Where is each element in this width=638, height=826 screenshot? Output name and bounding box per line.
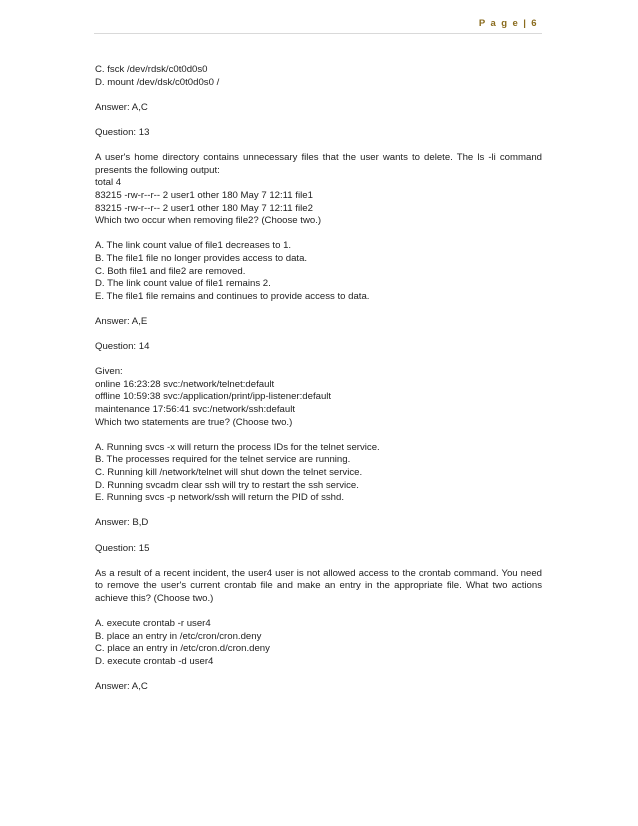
text-line: D. mount /dev/dsk/c0t0d0s0 / bbox=[95, 76, 220, 88]
header-divider bbox=[94, 33, 542, 34]
text-line: Answer: A,C bbox=[95, 681, 148, 693]
text-line: A. Running svcs -x will return the process IDs for the telnet service. bbox=[95, 441, 380, 453]
text-line: Given: bbox=[95, 366, 123, 378]
paragraph: As a result of a recent incident, the user4 user is not allowed access to the crontab command. You need to remove the user's current crontab file and make an entry in the appropriate file. What two actions achieve this? (Choose two.) bbox=[95, 567, 542, 604]
text-line: Which two statements are true? (Choose two.) bbox=[95, 416, 293, 428]
text-line: Which two occur when removing file2? (Choose two.) bbox=[95, 215, 322, 227]
text-line: D. The link count value of file1 remains 2. bbox=[95, 278, 271, 290]
text-line: C. place an entry in /etc/cron.d/cron.deny bbox=[95, 643, 270, 655]
blank-line bbox=[95, 669, 542, 682]
blank-line bbox=[95, 606, 542, 619]
blank-line bbox=[95, 114, 542, 127]
text-line: Question: 14 bbox=[95, 341, 150, 353]
text-line: Question: 15 bbox=[95, 542, 150, 554]
text-line: B. place an entry in /etc/cron/cron.deny bbox=[95, 630, 262, 642]
text-line: D. Running svcadm clear ssh will try to restart the ssh service. bbox=[95, 479, 359, 491]
text-line: online 16:23:28 svc:/network/telnet:default bbox=[95, 378, 275, 390]
text-line: 83215 -rw-r--r-- 2 user1 other 180 May 7 12:11 file1 bbox=[95, 189, 313, 201]
document-body bbox=[95, 64, 542, 694]
text-line: 83215 -rw-r--r-- 2 user1 other 180 May 7 12:11 file2 bbox=[95, 202, 313, 214]
page-header bbox=[94, 14, 542, 34]
text-line: C. Both file1 and file2 are removed. bbox=[95, 265, 246, 277]
blank-line bbox=[95, 505, 542, 518]
paragraph: A user's home directory contains unnecessary files that the user wants to delete. The ls -li command presents the following output: bbox=[95, 152, 542, 176]
text-line: B. The processes required for the telnet service are running. bbox=[95, 454, 351, 466]
text-line: Answer: A,C bbox=[95, 101, 148, 113]
text-line: Question: 13 bbox=[95, 126, 150, 138]
text-line: A. execute crontab -r user4 bbox=[95, 618, 211, 630]
blank-line bbox=[95, 140, 542, 153]
blank-line bbox=[95, 555, 542, 568]
blank-line bbox=[95, 328, 542, 341]
text-line: C. Running kill /network/telnet will shut down the telnet service. bbox=[95, 467, 363, 478]
blank-line bbox=[95, 429, 542, 442]
blank-line bbox=[95, 530, 542, 543]
text-line: total 4 bbox=[95, 177, 122, 189]
text-line: C. fsck /dev/rdsk/c0t0d0s0 bbox=[95, 64, 208, 75]
text-line: E. Running svcs -p network/ssh will return the PID of sshd. bbox=[95, 492, 345, 504]
text-line: Answer: B,D bbox=[95, 517, 149, 529]
blank-line bbox=[95, 303, 542, 316]
blank-line bbox=[95, 228, 542, 241]
blank-line bbox=[95, 89, 542, 102]
text-line: B. The file1 file no longer provides access to data. bbox=[95, 252, 308, 264]
blank-line bbox=[95, 354, 542, 367]
text-line: offline 10:59:38 svc:/application/print/ipp-listener:default bbox=[95, 391, 332, 403]
text-line: D. execute crontab -d user4 bbox=[95, 655, 214, 667]
text-line: Answer: A,E bbox=[95, 315, 148, 327]
text-line: E. The file1 file remains and continues to provide access to data. bbox=[95, 290, 370, 302]
page-number-label: P a g e | 6 bbox=[478, 18, 538, 29]
text-line: maintenance 17:56:41 svc:/network/ssh:default bbox=[95, 404, 295, 416]
text-line: A. The link count value of file1 decreases to 1. bbox=[95, 240, 292, 252]
